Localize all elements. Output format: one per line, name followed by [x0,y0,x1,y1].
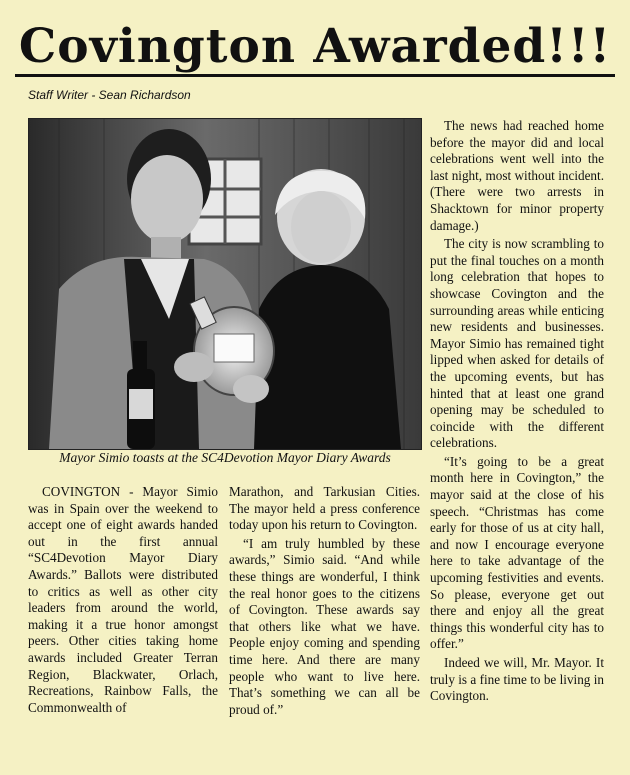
photo-illustration [29,119,421,449]
article-photo [28,118,422,450]
headline-text: Covington Awarded!!! [15,19,615,77]
paragraph: “I am truly humbled by these awards,” Simio said. “And while these things are wonderful, I think the real honor goes to the citizens of Covington. These awards say that others like what we have. People enjoy coming and spending time here. And there are many people who want to live here. That’s something we can all be proud of.” [229,535,420,717]
byline: Staff Writer - Sean Richardson [28,88,191,102]
photo-caption: Mayor Simio toasts at the SC4Devotion Mayor Diary Awards [59,450,391,465]
paragraph: Indeed we will, Mr. Mayor. It truly is a fine time to be living in Covington. [430,655,604,704]
paragraph: COVINGTON - Mayor Simio was in Spain over the weekend to accept one of eight awards handed out in the first annual “SC4Devotion Mayor Diary Awards.” Ballots were distributed to critics as well as other city leaders from around the world, making it a true honor amongst peers. Other cities taking home awards included Greater Terran Region, Blackwater, Orlach, Recreations, Rainbow Falls, the Commonwealth of [28,484,218,715]
article-column-3 [430,118,604,707]
paragraph: “It’s going to be a great month here in Covington,” the mayor said at the close of his speech. “Christmas has come early for those of us at city hall, and now I encourage everyone here to take advantage of the upcoming festivities and events. So please, everyone get out there and enjoy all the great things this wonderful city has to offer.” [430,453,604,652]
paragraph: The city is now scrambling to put the final touches on a month long celebration that hopes to showcase Covington and the surrounding areas while enticing new residents and businesses. Mayor Simio has remained tight lipped when asked for details of the upcoming events, but has hinted that at least one grand opening may be scheduled to coincide with the different celebrations. [430,236,604,451]
paragraph: The news had reached home before the mayor did and local celebrations went well into the last night, most without incident. (There were two arrests in Shacktown for minor property damage.) [430,118,604,233]
headline [0,18,630,76]
article-column-2 [229,484,420,720]
article-column-1 [28,484,218,718]
paragraph: Marathon, and Tarkusian Cities. The mayor held a press conference today upon his return to Covington. [229,484,420,533]
